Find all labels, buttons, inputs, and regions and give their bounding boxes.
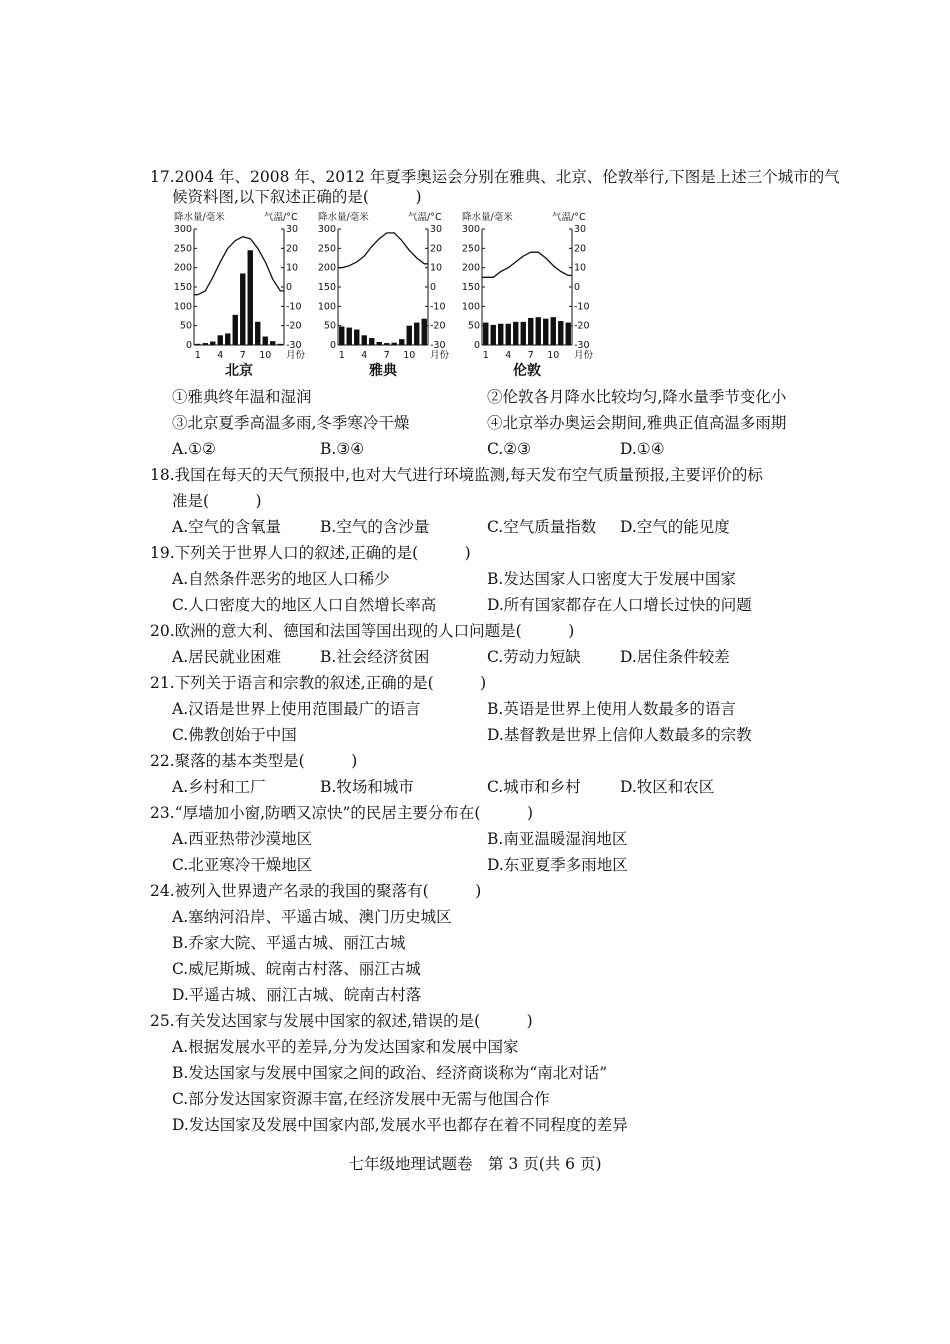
q24-stem-line1: 24.被列入世界遗产名录的我国的聚落有( ): [150, 882, 482, 900]
month-tick-label: 10: [547, 350, 560, 361]
temp-tick-label: 10: [574, 262, 587, 274]
temp-tick-label: -10: [574, 301, 590, 313]
q18-option-b[interactable]: B.空气的含沙量: [320, 518, 430, 536]
chart-title: 雅典: [369, 363, 397, 379]
q24-option-c[interactable]: C.威尼斯城、皖南古村落、丽江古城: [172, 960, 421, 978]
precip-tick-label: 50: [179, 320, 192, 332]
precip-bar: [558, 321, 563, 345]
q19-option-b[interactable]: B.发达国家人口密度大于发展中国家: [487, 570, 736, 588]
precip-tick-label: 100: [317, 301, 336, 313]
precip-bar: [203, 343, 208, 345]
precip-bar: [399, 339, 404, 345]
precip-tick-label: 100: [461, 301, 480, 313]
q25-option-d[interactable]: D.发达国家及发展中国家内部,发展水平也都存在着不同程度的差异: [172, 1116, 628, 1134]
precip-bar: [278, 344, 283, 345]
month-tick-label: 1: [338, 350, 345, 361]
q22-option-d[interactable]: D.牧区和农区: [620, 778, 715, 796]
precip-bar: [210, 342, 215, 345]
chart-title: 北京: [225, 363, 253, 379]
temp-tick-label: -20: [574, 320, 590, 332]
q24-option-a[interactable]: A.塞纳河沿岸、平遥古城、澳门历史城区: [172, 908, 452, 926]
q20-option-a[interactable]: A.居民就业困难: [172, 648, 282, 666]
q25-option-b[interactable]: B.发达国家与发展中国家之间的政治、经济商谈称为“南北对话”: [172, 1064, 608, 1082]
precip-bar: [422, 319, 427, 345]
precip-bar: [384, 343, 389, 345]
precip-tick-label: 300: [317, 224, 336, 235]
month-tick-label: 1: [482, 350, 489, 361]
q23-option-a[interactable]: A.西亚热带沙漠地区: [172, 830, 313, 848]
precip-bar: [513, 322, 518, 345]
q21-option-c[interactable]: C.佛教创始于中国: [172, 726, 297, 744]
precip-bar: [407, 326, 412, 345]
temperature-line: [194, 237, 284, 295]
temp-tick-label: 0: [430, 282, 437, 293]
temp-tick-label: 10: [286, 262, 299, 274]
temperature-line: [482, 252, 572, 277]
temp-tick-label: -10: [430, 301, 446, 313]
month-tick-label: 4: [361, 350, 368, 361]
q17-stem-line2: 候资料图,以下叙述正确的是( ): [172, 188, 422, 206]
precip-tick-label: 100: [173, 301, 192, 313]
temp-tick-label: 20: [574, 243, 587, 255]
chart-svg: [460, 205, 610, 385]
climate-chart-1: [316, 205, 466, 385]
precip-tick-label: 200: [173, 262, 192, 274]
q17-statement-1: ①雅典终年温和湿润: [172, 388, 312, 406]
precip-tick-label: 300: [461, 224, 480, 235]
q25-option-a[interactable]: A.根据发展水平的差异,分为发达国家和发展中国家: [172, 1038, 519, 1056]
q18-option-a[interactable]: A.空气的含氧量: [172, 518, 282, 536]
temp-tick-label: 30: [574, 224, 587, 235]
temp-tick-label: 30: [430, 224, 443, 235]
precip-bar: [347, 328, 352, 345]
climate-chart-2: [460, 205, 610, 385]
month-tick-label: 1: [194, 350, 201, 361]
q19-option-c[interactable]: C.人口密度大的地区人口自然增长率高: [172, 596, 437, 614]
precip-bar: [354, 330, 359, 345]
q22-stem-line1: 22.聚落的基本类型是( ): [150, 752, 358, 770]
precip-bar: [392, 343, 397, 345]
month-tick-label: 10: [403, 350, 416, 361]
month-tick-label: 10: [259, 350, 272, 361]
month-unit-label: 月份: [286, 350, 306, 361]
precip-axis-label: 降水量/毫米: [174, 212, 225, 223]
temp-tick-label: -10: [286, 301, 302, 313]
precip-bar: [528, 318, 533, 345]
temp-axis-label: 气温/°C: [408, 212, 442, 223]
precip-bar: [483, 323, 488, 345]
precip-tick-label: 200: [461, 262, 480, 274]
page-footer: 七年级地理试题卷 第 3 页(共 6 页): [348, 1155, 602, 1173]
precip-bar: [491, 325, 496, 345]
q24-option-b[interactable]: B.乔家大院、平遥古城、丽江古城: [172, 934, 406, 952]
temp-tick-label: -30: [286, 340, 302, 351]
q23-option-b[interactable]: B.南亚温暖湿润地区: [487, 830, 628, 848]
precip-tick-label: 50: [467, 320, 480, 332]
q23-option-c[interactable]: C.北亚寒冷干燥地区: [172, 856, 313, 874]
q23-stem-line1: 23.“厚墙加小窗,防晒又凉快”的民居主要分布在( ): [150, 804, 534, 822]
precip-bar: [270, 341, 275, 345]
month-tick-label: 7: [239, 350, 246, 361]
precip-bar: [498, 324, 503, 345]
precip-bar: [248, 250, 253, 345]
precip-bar: [263, 336, 268, 345]
temp-tick-label: 20: [286, 243, 299, 255]
precip-bar: [543, 319, 548, 345]
precip-tick-label: 0: [473, 340, 480, 351]
q17-option-b[interactable]: B.③④: [320, 440, 365, 458]
q19-stem-line1: 19.下列关于世界人口的叙述,正确的是( ): [150, 544, 471, 562]
chart-title: 伦敦: [513, 363, 541, 379]
q21-option-d[interactable]: D.基督教是世界上信仰人数最多的宗教: [487, 726, 752, 744]
q20-option-c[interactable]: C.劳动力短缺: [487, 648, 581, 666]
month-tick-label: 4: [505, 350, 512, 361]
temp-tick-label: 0: [286, 282, 293, 293]
q19-option-a[interactable]: A.自然条件恶劣的地区人口稀少: [172, 570, 390, 588]
month-tick-label: 7: [527, 350, 534, 361]
precip-tick-label: 200: [317, 262, 336, 274]
q18-stem-line2: 准是( ): [172, 492, 262, 510]
month-unit-label: 月份: [430, 350, 450, 361]
precip-bar: [377, 342, 382, 345]
precip-tick-label: 250: [317, 243, 336, 255]
precip-tick-label: 150: [173, 282, 192, 293]
q21-stem-line1: 21.下列关于语言和宗教的叙述,正确的是( ): [150, 674, 487, 692]
chart-svg: [172, 205, 322, 385]
q17-statement-4: ④北京举办奥运会期间,雅典正值高温多雨期: [487, 414, 787, 432]
precip-bar: [551, 317, 556, 345]
precip-bar: [566, 323, 571, 345]
precip-bar: [536, 317, 541, 345]
q22-option-c[interactable]: C.城市和乡村: [487, 778, 581, 796]
precip-bar: [225, 333, 230, 345]
temp-tick-label: -20: [286, 320, 302, 332]
precip-bar: [369, 338, 374, 345]
precip-bar: [506, 324, 511, 345]
q20-option-d[interactable]: D.居住条件较差: [620, 648, 730, 666]
q25-stem-line1: 25.有关发达国家与发展中国家的叙述,错误的是( ): [150, 1012, 533, 1030]
precip-tick-label: 250: [461, 243, 480, 255]
q17-option-c[interactable]: C.②③: [487, 440, 532, 458]
q17-option-a[interactable]: A.①②: [172, 440, 216, 458]
temp-tick-label: -20: [430, 320, 446, 332]
q17-statement-2: ②伦敦各月降水比较均匀,降水量季节变化小: [487, 388, 787, 406]
precip-axis-label: 降水量/毫米: [462, 212, 513, 223]
precip-bar: [218, 335, 223, 345]
precip-tick-label: 150: [317, 282, 336, 293]
precip-bar: [414, 323, 419, 345]
temp-tick-label: 10: [430, 262, 443, 274]
temp-axis-label: 气温/°C: [264, 212, 298, 223]
precip-bar: [339, 326, 344, 345]
precip-tick-label: 0: [185, 340, 192, 351]
precip-bar: [240, 273, 245, 345]
temperature-line: [338, 233, 428, 268]
q20-option-b[interactable]: B.社会经济贫困: [320, 648, 430, 666]
q23-option-d[interactable]: D.东亚夏季多雨地区: [487, 856, 628, 874]
temp-tick-label: 30: [286, 224, 299, 235]
q17-option-d[interactable]: D.①④: [620, 440, 665, 458]
precip-bar: [521, 322, 526, 345]
q19-option-d[interactable]: D.所有国家都存在人口增长过快的问题: [487, 596, 752, 614]
chart-svg: [316, 205, 466, 385]
temp-tick-label: -30: [430, 340, 446, 351]
precip-axis-label: 降水量/毫米: [318, 212, 369, 223]
temp-tick-label: 0: [574, 282, 581, 293]
precip-bar: [362, 335, 367, 345]
precip-tick-label: 50: [323, 320, 336, 332]
precip-bar: [255, 322, 260, 345]
q25-option-c[interactable]: C.部分发达国家资源丰富,在经济发展中无需与他国合作: [172, 1090, 550, 1108]
temp-tick-label: 20: [430, 243, 443, 255]
q24-option-d[interactable]: D.平遥古城、丽江古城、皖南古村落: [172, 986, 422, 1004]
precip-tick-label: 0: [329, 340, 336, 351]
q18-stem-line1: 18.我国在每天的天气预报中,也对大气进行环境监测,每天发布空气质量预报,主要评价的标: [150, 466, 763, 484]
precip-bar: [195, 344, 200, 345]
q22-option-b[interactable]: B.牧场和城市: [320, 778, 414, 796]
precip-tick-label: 250: [173, 243, 192, 255]
month-tick-label: 4: [217, 350, 224, 361]
q21-option-b[interactable]: B.英语是世界上使用人数最多的语言: [487, 700, 736, 718]
q20-stem-line1: 20.欧洲的意大利、德国和法国等国出现的人口问题是( ): [150, 622, 575, 640]
q22-option-a[interactable]: A.乡村和工厂: [172, 778, 266, 796]
q18-option-d[interactable]: D.空气的能见度: [620, 518, 730, 536]
month-tick-label: 7: [383, 350, 390, 361]
precip-tick-label: 150: [461, 282, 480, 293]
q18-option-c[interactable]: C.空气质量指数: [487, 518, 597, 536]
climate-chart-0: [172, 205, 322, 385]
precip-bar: [233, 315, 238, 345]
precip-tick-label: 300: [173, 224, 192, 235]
month-unit-label: 月份: [574, 350, 594, 361]
q17-stem-line1: 17.2004 年、2008 年、2012 年夏季奥运会分别在雅典、北京、伦敦举行,下图是上述三个城市的气: [150, 168, 840, 186]
temp-axis-label: 气温/°C: [552, 212, 586, 223]
q21-option-a[interactable]: A.汉语是世界上使用范围最广的语言: [172, 700, 421, 718]
temp-tick-label: -30: [574, 340, 590, 351]
q17-statement-3: ③北京夏季高温多雨,冬季寒冷干燥: [172, 414, 410, 432]
